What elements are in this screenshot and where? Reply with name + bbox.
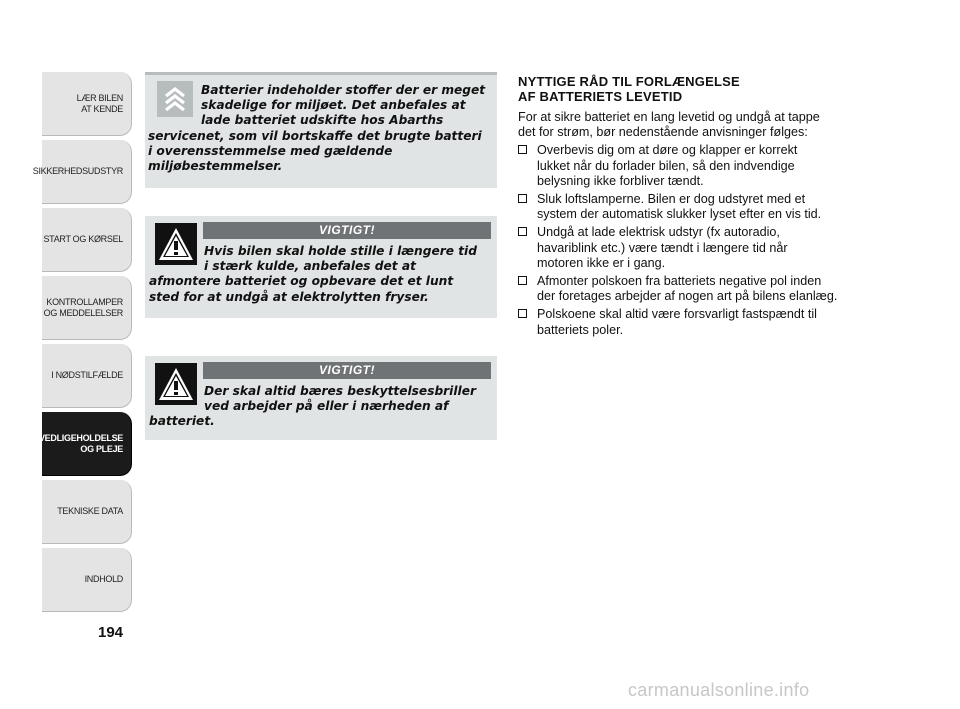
tab-kontrollamper[interactable] xyxy=(42,276,132,340)
tab-indhold[interactable] xyxy=(42,548,132,612)
bullet-line: der foretages arbejder af nogen art på bilens elanlæg. xyxy=(537,289,838,304)
warning-line: Der skal altid bæres beskyttelsesbriller xyxy=(204,384,476,398)
note-line: Batterier indeholder stoffer der er meget xyxy=(201,83,486,97)
tab-vedligeholdelse[interactable] xyxy=(38,412,132,476)
tab-label: INDHOLD xyxy=(84,574,123,584)
checkbox-bullet-icon xyxy=(518,194,527,203)
warning-box-cold xyxy=(145,216,497,318)
tab-label: AT KENDE xyxy=(81,103,123,114)
bullet-line: belysning ikke forbliver tændt. xyxy=(537,173,704,188)
checkbox-bullet-icon xyxy=(518,145,527,154)
tab-label: TEKNISKE DATA xyxy=(57,506,123,516)
section-heading xyxy=(518,74,868,104)
list-item xyxy=(518,274,868,304)
warning-line: batteriet. xyxy=(149,414,215,429)
note-line: skadelige for miljøet. Det anbefales at xyxy=(201,98,466,113)
environment-note xyxy=(145,72,497,188)
list-item xyxy=(518,143,868,189)
tab-start-og-korsel[interactable] xyxy=(42,208,132,272)
tab-label: KONTROLLAMPER xyxy=(46,296,123,307)
warning-text xyxy=(149,384,493,430)
bullet-line: Polskoene skal altid være forsvarligt fastspændt til xyxy=(537,307,817,322)
intro-line: For at sikre batteriet en lang levetid og undgå at tappe xyxy=(518,110,820,124)
checkbox-bullet-icon xyxy=(518,227,527,236)
heading-line: AF BATTERIETS LEVETID xyxy=(518,89,683,104)
warning-text xyxy=(149,244,493,305)
heading-line: NYTTIGE RÅD TIL FORLÆNGELSE xyxy=(518,74,740,89)
warning-line: afmontere batteriet og opbevare det et lunt xyxy=(149,274,454,289)
note-line: i overensstemmelse med gældende xyxy=(148,143,393,158)
tab-laer-bilen[interactable] xyxy=(42,72,132,136)
note-line: miljøbestemmelser. xyxy=(148,159,283,174)
checkbox-bullet-icon xyxy=(518,309,527,318)
note-line: lade batteriet udskifte hos Abarths xyxy=(201,113,444,128)
bullet-line: Afmonter polskoen fra batteriets negative pol inden xyxy=(537,274,822,289)
warning-line: Hvis bilen skal holde stille i længere tid xyxy=(204,244,477,258)
intro-line: det for strøm, bør nedenstående anvisninger følges: xyxy=(518,125,808,140)
bullet-line: motoren ikke er i gang. xyxy=(537,255,666,270)
tab-label: START OG KØRSEL xyxy=(43,234,123,244)
tab-label: I NØDSTILFÆLDE xyxy=(51,370,123,380)
bullet-line: system der automatisk slukker lyset efter en vis tid. xyxy=(537,207,822,222)
tab-label: LÆR BILEN xyxy=(76,92,123,103)
tab-label: VEDLIGEHOLDELSE xyxy=(38,432,123,443)
tab-tekniske-data[interactable] xyxy=(42,480,132,544)
tab-sikkerhedsudstyr[interactable] xyxy=(32,140,132,204)
page-number: 194 xyxy=(98,624,124,641)
tab-label: SIKKERHEDSUDSTYR xyxy=(32,166,123,176)
warning-line: sted for at undgå at elektrolytten fryser. xyxy=(149,289,429,304)
tab-i-nodstilfaelde[interactable] xyxy=(42,344,132,408)
note-line: servicenet, som vil bortskaffe det brugte batteri xyxy=(148,128,482,143)
watermark: carmanualsonline.info xyxy=(628,680,810,700)
warning-header: VIGTIGT! xyxy=(203,222,491,239)
warning-line: i stærk kulde, anbefales det at xyxy=(204,259,416,274)
bullet-line: lukket når du forlader bilen, så den indvendige xyxy=(537,158,795,173)
battery-tips-section xyxy=(518,74,868,341)
section-intro xyxy=(518,110,868,140)
tab-label: OG PLEJE xyxy=(80,443,123,454)
warning-box-goggles xyxy=(145,356,497,440)
bullet-line: havariblink etc.) være tændt i længere tid når xyxy=(537,240,788,255)
list-item xyxy=(518,192,868,222)
warning-line: ved arbejder på eller i nærheden af xyxy=(204,399,449,414)
list-item xyxy=(518,225,868,271)
checkbox-bullet-icon xyxy=(518,276,527,285)
bullet-line: Overbevis dig om at døre og klapper er korrekt xyxy=(537,143,798,158)
list-item xyxy=(518,307,868,337)
bullet-line: Sluk loftslamperne. Bilen er dog udstyret med et xyxy=(537,192,806,207)
warning-header: VIGTIGT! xyxy=(203,362,491,379)
bullet-line: batteriets poler. xyxy=(537,322,624,337)
bullet-line: Undgå at lade elektrisk udstyr (fx autoradio, xyxy=(537,225,780,240)
environment-note-text xyxy=(148,83,493,174)
tab-label: OG MEDDELELSER xyxy=(43,307,123,318)
